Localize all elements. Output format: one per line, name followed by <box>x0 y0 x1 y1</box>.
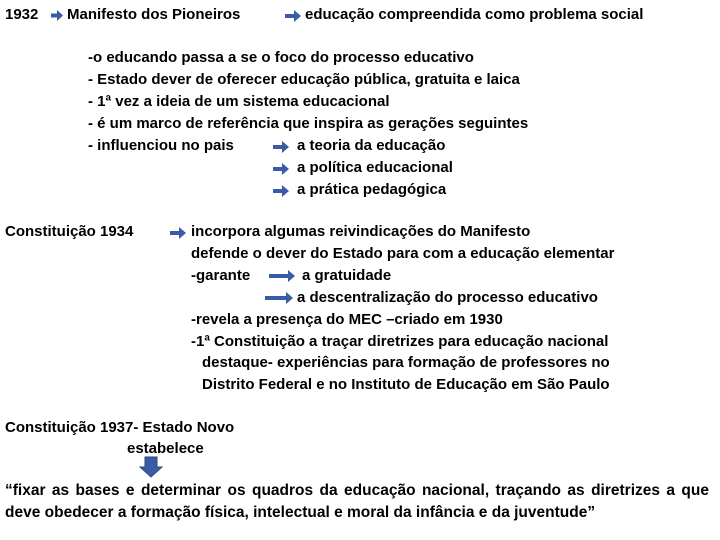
c1934-line: Distrito Federal e no Instituto de Educação em São Paulo <box>202 376 610 393</box>
c1934-line: -garante <box>191 267 251 284</box>
c1934-line: -revela a presença do MEC –criado em 1930 <box>191 311 503 328</box>
c1937-verb: estabelece <box>127 440 204 457</box>
c1934-line: a gratuidade <box>302 267 392 284</box>
manifesto-concept: educação compreendida como problema social <box>305 6 644 23</box>
arrow-right-icon <box>169 226 187 240</box>
year-1932: 1932 <box>5 6 39 23</box>
constitution-1934-label: Constituição 1934 <box>5 223 134 240</box>
manifesto-point: - é um marco de referência que inspira as gerações seguintes <box>88 115 529 132</box>
c1934-line: a descentralização do processo educativo <box>297 289 598 306</box>
arrow-right-icon <box>272 162 290 176</box>
influence-item: a teoria da educação <box>297 137 446 154</box>
manifesto-title: Manifesto dos Pioneiros <box>67 6 241 23</box>
manifesto-point: - Estado dever de oferecer educação pública, gratuita e laica <box>88 71 520 88</box>
constitution-1937-label: Constituição 1937- Estado Novo <box>5 419 235 436</box>
arrow-right-icon <box>284 9 302 23</box>
arrow-right-icon <box>50 9 64 22</box>
c1934-line: incorpora algumas reivindicações do Manifesto <box>191 223 531 240</box>
influence-item: a política educacional <box>297 159 453 176</box>
manifesto-point: -o educando passa a se o foco do processo educativo <box>88 49 474 66</box>
c1934-line: destaque- experiências para formação de professores no <box>202 354 610 371</box>
arrow-right-icon <box>272 184 290 198</box>
influence-item: a prática pedagógica <box>297 181 447 198</box>
constitution-quote: “fixar as bases e determinar os quadros da educação nacional, traçando as diretrizes a que deve obedecer a formação física, intelectual e moral da infância e da juventude” <box>5 482 709 521</box>
manifesto-point: - 1ª vez a ideia de um sistema educacional <box>88 93 390 110</box>
c1934-line: -1ª Constituição a traçar diretrizes para educação nacional <box>191 333 609 350</box>
arrow-right-icon <box>268 269 296 283</box>
arrow-down-icon <box>139 456 163 478</box>
arrow-right-icon <box>272 140 290 154</box>
arrow-right-icon <box>264 291 294 305</box>
manifesto-point: - influenciou no pais <box>88 137 234 154</box>
c1934-line: defende o dever do Estado para com a educação elementar <box>191 245 615 262</box>
